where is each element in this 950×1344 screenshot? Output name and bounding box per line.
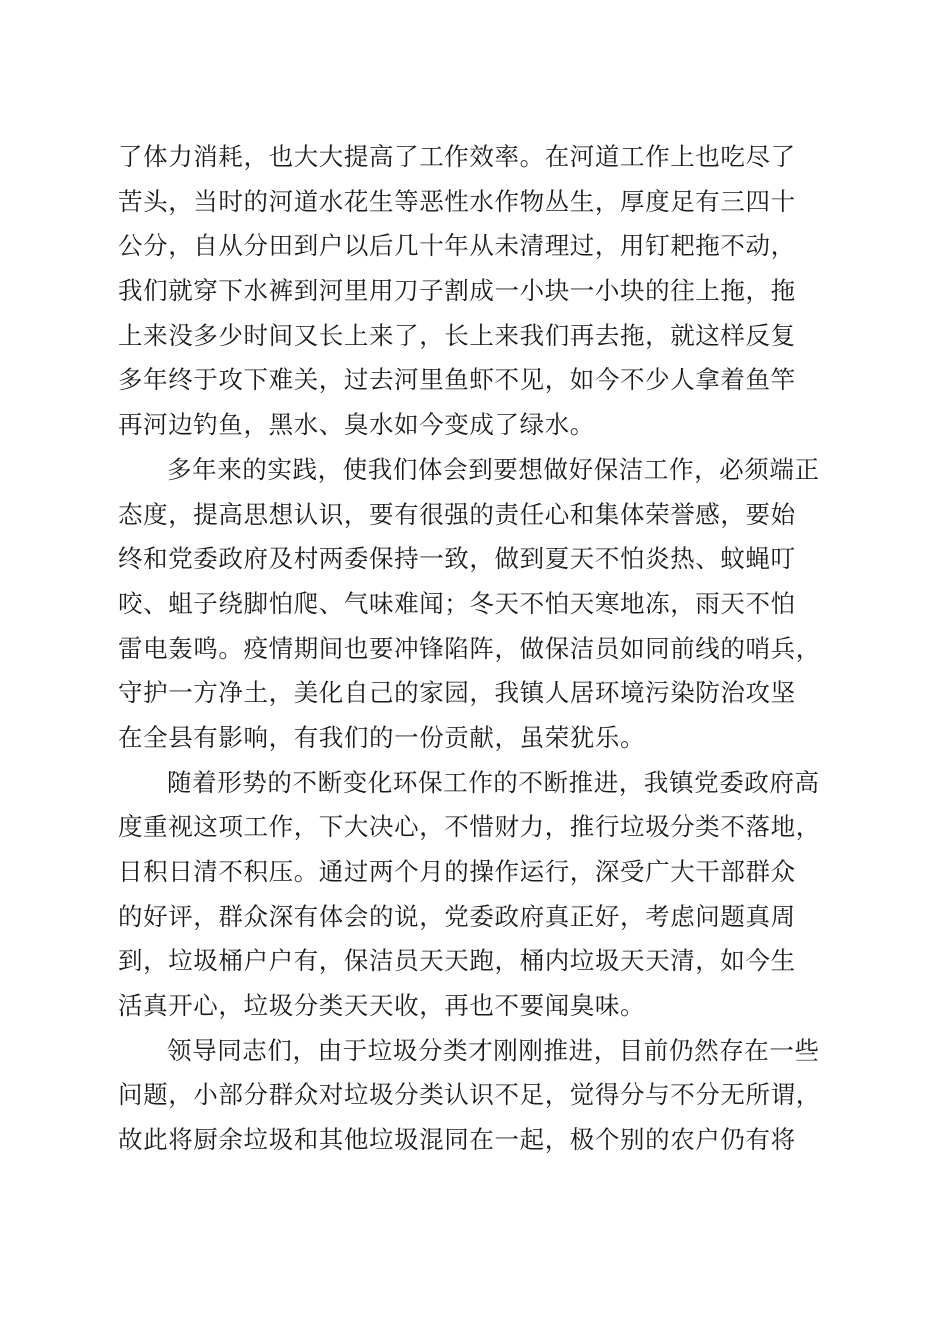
text-line: 态度，提高思想认识，要有很强的责任心和集体荣誉感，要始	[118, 499, 796, 529]
text-line: 多年终于攻下难关，过去河里鱼虾不见，如今不少人拿着鱼竿	[118, 365, 796, 395]
text-line: 苦头，当时的河道水花生等恶性水作物丛生，厚度足有三四十	[118, 186, 796, 216]
text-line: 日积日清不积压。通过两个月的操作运行，深受广大干部群众	[118, 857, 796, 886]
text-line: 咬、蛆子绕脚怕爬、气味难闻；冬天不怕天寒地冻，雨天不怕	[118, 588, 796, 618]
text-line: 度重视这项工作，下大决心，不惜财力，推行垃圾分类不落地，	[118, 812, 821, 842]
text-line: 多年来的实践，使我们体会到要想做好保洁工作，必须端正	[167, 454, 820, 484]
text-line: 的好评，群众深有体会的说，党委政府真正好，考虑问题真周	[118, 901, 796, 931]
text-line: 领导同志们，由于垃圾分类才刚刚推进，目前仍然存在一些	[167, 1035, 820, 1065]
text-line: 公分，自从分田到户以后几十年从未清理过，用钉耙拖不动，	[118, 231, 796, 261]
text-line: 终和党委政府及村两委保持一致，做到夏天不怕炎热、蚊蝇叮	[118, 544, 796, 574]
text-line: 了体力消耗，也大大提高了工作效率。在河道工作上也吃尽了	[118, 142, 796, 171]
text-line: 雷电轰鸣。疫情期间也要冲锋陷阵，做保洁员如同前线的哨兵，	[118, 633, 821, 663]
text-line: 我们就穿下水裤到河里用刀子割成一小块一小块的往上拖，拖	[118, 276, 796, 306]
text-line: 再河边钓鱼，黑水、臭水如今变成了绿水。	[118, 410, 595, 440]
text-line: 问题，小部分群众对垃圾分类认识不足，觉得分与不分无所谓，	[118, 1080, 821, 1110]
text-line: 守护一方净土，美化自己的家园，我镇人居环境污染防治攻坚	[118, 678, 796, 708]
text-line: 到，垃圾桶户户有，保洁员天天跑，桶内垃圾天天清，如今生	[118, 946, 796, 976]
document-body	[118, 135, 828, 1163]
text-line: 在全县有影响，有我们的一份贡献，虽荣犹乐。	[118, 722, 646, 752]
text-line: 随着形势的不断变化环保工作的不断推进，我镇党委政府高	[167, 767, 820, 797]
text-line: 故此将厨余垃圾和其他垃圾混同在一起，极个别的农户仍有将	[118, 1125, 796, 1155]
text-line: 活真开心，垃圾分类天天收，再也不要闻臭味。	[118, 991, 646, 1021]
text-line: 上来没多少时间又长上来了，长上来我们再去拖，就这样反复	[118, 320, 796, 350]
